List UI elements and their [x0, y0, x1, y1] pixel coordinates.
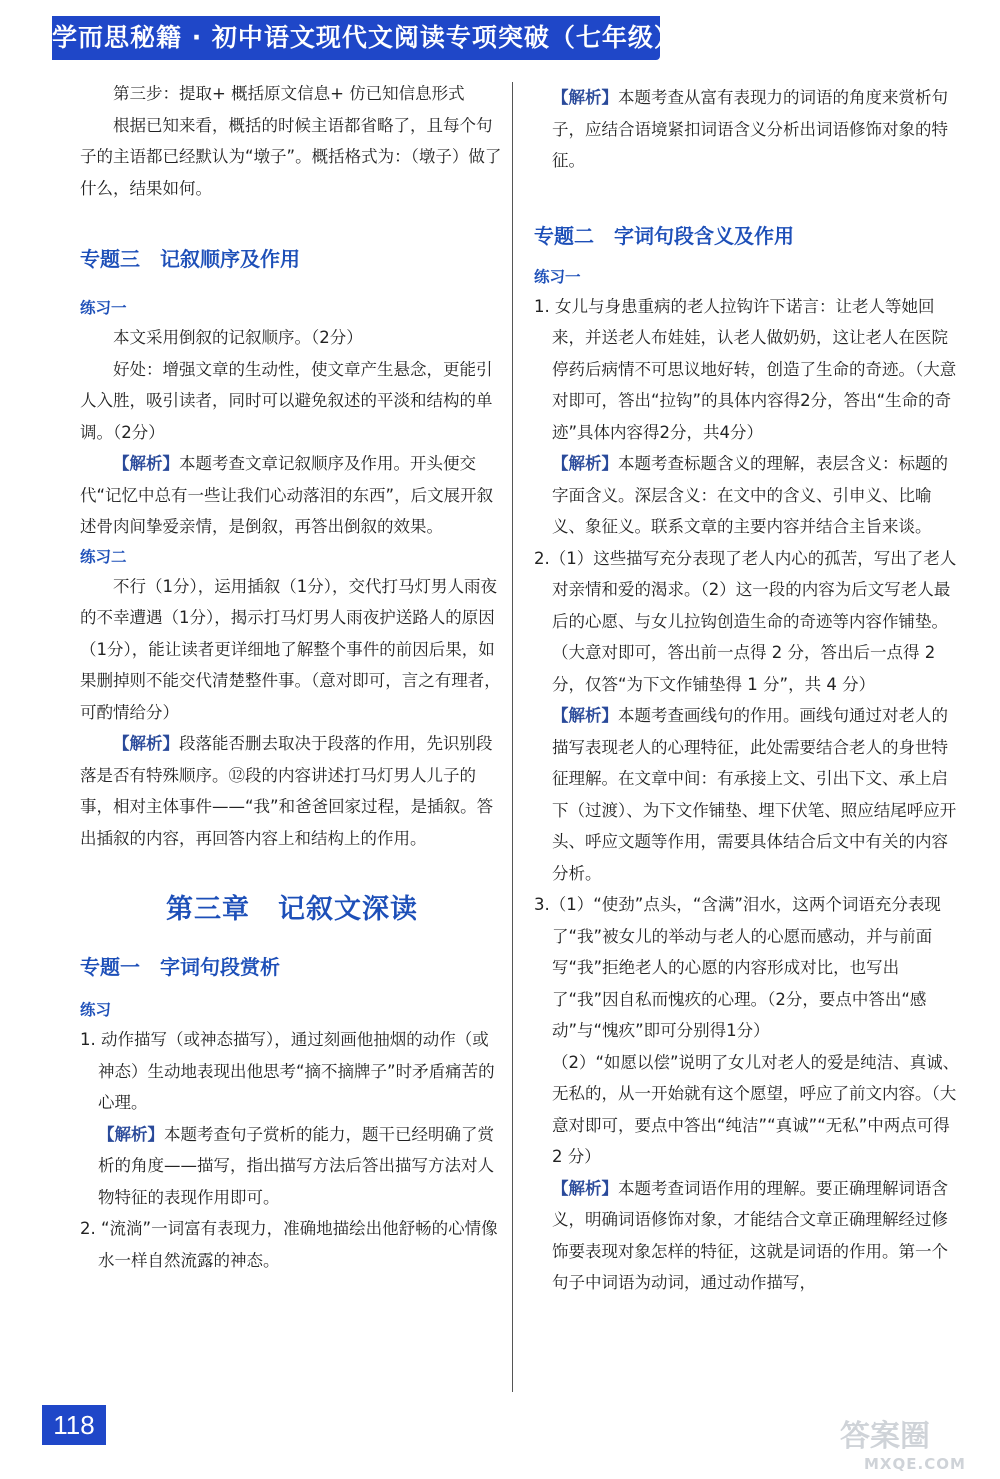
exercise-title: 练习: [80, 1001, 112, 1019]
page-number: 118: [53, 1410, 95, 1440]
analysis-tag: 【解析】: [113, 734, 179, 753]
exercise1-analysis: [80, 448, 504, 543]
column-divider: [512, 82, 513, 1392]
exercise1-title: 练习一: [534, 267, 581, 286]
page-number-box: [42, 1405, 106, 1445]
watermark-domain: MXQE.COM: [864, 1455, 966, 1473]
analysis-tag: 【解析】: [113, 454, 179, 473]
watermark-text: 答案圈: [840, 1419, 930, 1454]
question1-answer: 1. 动作描写（或神态描写），通过刻画他抽烟的动作（或神态）生动地表现出他思考“摘不摘牌子”时矛盾痛苦的心理。: [80, 1030, 495, 1112]
analysis-text: 本题考查词语作用的理解。要正确理解词语含义，明确词语修饰对象，才能结合文章正确理解经过修饰要表现对象怎样的特征，这就是词语的作用。第一个句子中词语为动词，通过动作描写，: [552, 1178, 948, 1292]
exercise1-title: 练习一: [80, 299, 127, 317]
analysis-tag: 【解析】: [552, 454, 618, 473]
analysis-tag: 【解析】: [98, 1124, 164, 1144]
topic3-title: 专题三 记叙顺序及作用: [80, 247, 300, 271]
watermark-logo: [840, 1419, 990, 1473]
answer1-analysis: [534, 448, 960, 543]
question2-analysis: [534, 82, 960, 177]
analysis-text: 本题考查句子赏析的能力，题干已经明确了赏析的角度——描写，指出描写方法后答出描写方法对人物特征的表现作用即可。: [98, 1124, 494, 1207]
answer2-analysis: [534, 700, 960, 889]
topic2-title: 专题二 字词句段含义及作用: [534, 223, 794, 248]
question2-answer: 2. “流淌”一词富有表现力，准确地描绘出他舒畅的心情像水一样自然流露的神态。: [80, 1219, 498, 1270]
header-title: 学而思秘籍 · 初中语文现代文阅读专项突破（七年级）: [52, 23, 680, 52]
exercise2-answer: 不行（1分），运用插叙（1分），交代打马灯男人雨夜的不幸遭遇（1分），揭示打马灯男人雨夜护送路人的原因（1分），能让读者更详细地了解整个事件的前因后果，如果删掉则不能交代清楚整件事。（意对即可，言之有理者，可酌情给分）: [80, 576, 501, 722]
answer3: 3.（1）“使劲”点头，“含满”泪水，这两个词语充分表现了“我”被女儿的举动与老人的心愿而感动，并与前面写“我”拒绝老人的心愿的内容形成对比，也写出了“我”因自私而愧疚的心理。（2分，要点中答出“感动”与“愧疚”即可分别得1分）: [534, 895, 941, 1040]
left-column: [80, 78, 504, 1276]
answer3-part2: （2）“如愿以偿”说明了女儿对老人的爱是纯洁、真诚、无私的，从一开始就有这个愿望，呼应了前文内容。（大意对即可，要点中答出“纯洁”“真诚”“无私”中两点可得 2 分）: [552, 1052, 960, 1166]
answer1: 1. 女儿与身患重病的老人拉钩许下诺言：让老人等她回来，并送老人布娃娃，认老人做奶奶，这让老人在医院停药后病情不可思议地好转，创造了生命的奇迹。（大意对即可，答出“拉钩”的具体内容得2分，答出“生命的奇迹”具体内容得2分，共4分）: [534, 296, 957, 442]
exercise2-analysis: [80, 728, 504, 854]
page-header: [0, 0, 1000, 64]
answer3-analysis: [534, 1173, 960, 1299]
analysis-text: 段落能否删去取决于段落的作用，先识别段落是否有特殊顺序。⑫段的内容讲述打马灯男人儿子的事，相对主体事件——“我”和爸爸回家过程，是插叙。答出插叙的内容，再回答内容上和结构上的作用。: [80, 734, 494, 848]
step3-heading: 第三步：提取+ 概括原文信息+ 仿已知信息形式: [113, 84, 465, 103]
step3-paragraph: 根据已知来看，概括的时候主语都省略了，且每个句子的主语都已经默认为“墩子”。概括格式为：（墩子）做了什么，结果如何。: [80, 115, 502, 198]
answer2: 2.（1）这些描写充分表现了老人内心的孤苦，写出了老人对亲情和爱的渴求。（2）这一段的内容为后文写老人最后的心愿、与女儿拉钩创造生命的奇迹等内容作铺垫。（大意对即可，答出前一点得 2 分，答出后一点得 2 分，仅答“为下文作铺垫得 1 分”，共 4 分）: [534, 548, 957, 694]
analysis-text: 本题考查画线句的作用。画线句通过对老人的描写表现老人的心理特征，此处需要结合老人的身世特征理解。在文章中间：有承接上文、引出下文、承上启下（过渡）、为下文作铺垫、埋下伏笔、照应结尾呼应开头、呼应文题等作用，需要具体结合后文中有关的内容分析。: [552, 706, 957, 883]
analysis-tag: 【解析】: [552, 88, 618, 107]
exercise2-title: 练习二: [80, 547, 127, 566]
analysis-text: 本题考查从富有表现力的词语的角度来赏析句子，应结合语境紧扣词语含义分析出词语修饰对象的特征。: [552, 88, 948, 170]
analysis-tag: 【解析】: [552, 1178, 618, 1198]
header-banner: [52, 16, 680, 60]
topic1-title: 专题一 字词句段赏析: [80, 955, 280, 979]
right-column: [534, 82, 960, 1299]
exercise1-answer: 本文采用倒叙的记叙顺序。（2分）: [113, 328, 363, 347]
analysis-tag: 【解析】: [552, 706, 618, 725]
analysis-text: 本题考查文章记叙顺序及作用。开头便交代“记忆中总有一些让我们心动落泪的东西”，后文展开叙述骨肉间挚爱亲情，是倒叙，再答出倒叙的效果。: [80, 454, 494, 536]
exercise1-benefit: 好处：增强文章的生动性，使文章产生悬念，更能引人入胜，吸引读者，同时可以避免叙述的平淡和结构的单调。（2分）: [80, 359, 493, 442]
analysis-text: 本题考查标题含义的理解，表层含义：标题的字面含义。深层含义：在文中的含义、引申义、比喻义、象征义。联系文章的主要内容并结合主旨来谈。: [552, 454, 948, 536]
question1-analysis: [80, 1119, 504, 1214]
chapter3-title: 第三章 记叙文深读: [166, 894, 418, 925]
